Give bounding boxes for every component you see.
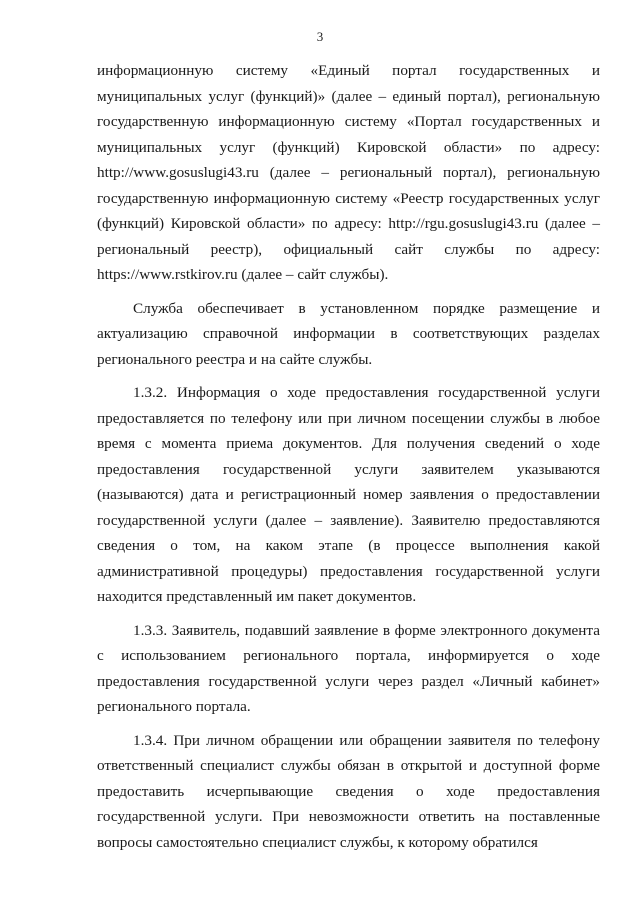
paragraph-service-info: Служба обеспечивает в установленном порядке размещение и актуализацию справочной информации в соответствующих разделах регионального реестра и на сайте службы.	[97, 299, 600, 368]
paragraph-1-3-4: 1.3.4. При личном обращении или обращении заявителя по телефону ответственный специалист службы обязан в открытой и доступной форме предоставить исчерпывающие сведения о ходе предоставления государственной услуги. При невозможности ответить на поставленные вопросы самостоятельно специалист службы, к которому обратился	[97, 731, 600, 851]
paragraph-continuation: информационную систему «Единый портал государственных и муниципальных услуг (функций)» (далее – единый портал), региональную государственную информационную систему «Портал государственных и муниципальных услуг (функций) Кировской области» по адресу: http://www.gosuslugi43.ru (далее – региональный портал), региональную государственную информационную систему «Реестр государственных услуг (функций) Кировской области» по адресу: http://rgu.gosuslugi43.ru (далее – региональный реестр), официальный сайт службы по адресу: https://www.rstkirov.ru (далее – сайт службы).	[97, 62, 600, 283]
paragraph-1-3-3: 1.3.3. Заявитель, подавший заявление в форме электронного документа с использованием регионального портала, информируется о ходе предоставления государственной услуги через раздел «Личный кабинет» регионального портала.	[97, 621, 600, 715]
document-body	[97, 58, 600, 855]
page-number: 3	[316, 29, 324, 44]
paragraph-1-3-2: 1.3.2. Информация о ходе предоставления государственной услуги предоставляется по телефону или при личном посещении службы в любое время с момента приема документов. Для получения сведений о ходе предоставления государственной услуги заявителем указываются (называются) дата и регистрационный номер заявления о предоставлении государственной услуги (далее – заявление). Заявителю предоставляются сведения о том, на каком этапе (в процессе выполнения какой административной процедуры) предоставления государственной услуги находится представленный им пакет документов.	[97, 384, 600, 605]
